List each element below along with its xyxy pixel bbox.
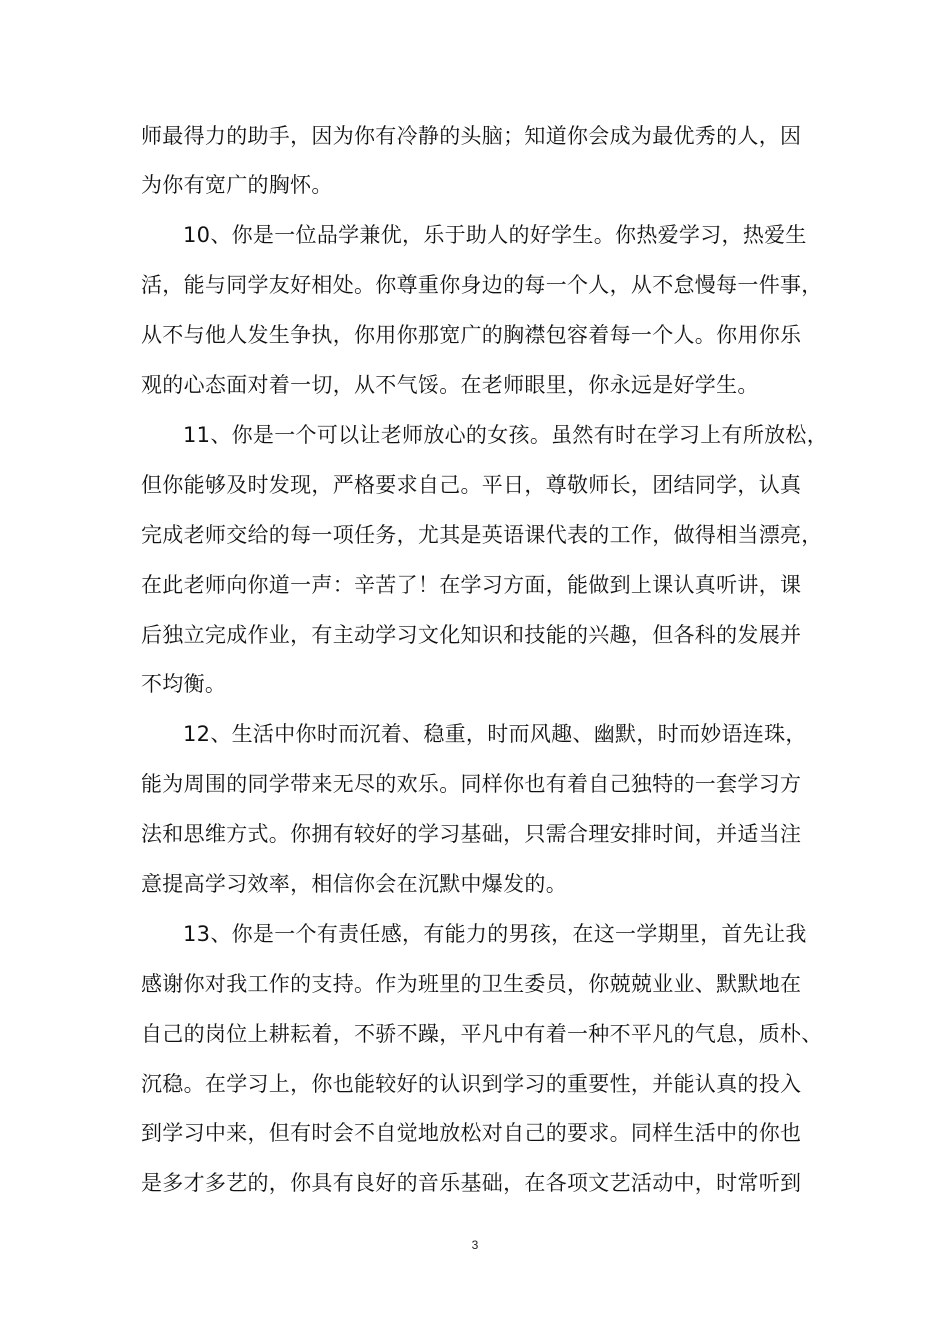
text-line: 意提高学习效率，相信你会在沉默中爆发的。: [141, 872, 567, 896]
text-line: 但你能够及时发现，严格要求自己。平日，尊敬师长，团结同学，认真: [141, 473, 802, 497]
page-number: 3: [471, 1238, 479, 1252]
text-line: 观的心态面对着一切，从不气馁。在老师眼里，你永远是好学生。: [141, 373, 759, 397]
text-line: 自己的岗位上耕耘着，不骄不躁，平凡中有着一种不平凡的气息，质朴、: [141, 1022, 823, 1046]
text-line: 能为周围的同学带来无尽的欢乐。同样你也有着自己独特的一套学习方: [141, 772, 802, 796]
text-line: 为你有宽广的胸怀。: [141, 173, 333, 197]
text-line: 在此老师向你道一声：辛苦了！在学习方面，能做到上课认真听讲，课: [141, 573, 802, 597]
paragraph-11-start: 11、你是一个可以让老师放心的女孩。虽然有时在学习上有所放松，: [183, 423, 829, 447]
text-line: 活，能与同学友好相处。你尊重你身边的每一个人，从不怠慢每一件事，: [141, 273, 823, 297]
text-line: 从不与他人发生争执，你用你那宽广的胸襟包容着每一个人。你用你乐: [141, 323, 802, 347]
text-line: 师最得力的助手，因为你有冷静的头脑；知道你会成为最优秀的人，因: [141, 124, 802, 148]
text-line: 后独立完成作业，有主动学习文化知识和技能的兴趣，但各科的发展并: [141, 623, 802, 647]
text-line: 不均衡。: [141, 672, 227, 696]
paragraph-12-start: 12、生活中你时而沉着、稳重，时而风趣、幽默，时而妙语连珠，: [183, 722, 807, 746]
text-line: 沉稳。在学习上，你也能较好的认识到学习的重要性，并能认真的投入: [141, 1072, 802, 1096]
text-line: 是多才多艺的，你具有良好的音乐基础，在各项文艺活动中，时常听到: [141, 1171, 802, 1195]
text-line: 感谢你对我工作的支持。作为班里的卫生委员，你兢兢业业、默默地在: [141, 972, 802, 996]
paragraph-13-start: 13、你是一个有责任感，有能力的男孩，在这一学期里，首先让我: [183, 922, 807, 946]
text-line: 法和思维方式。你拥有较好的学习基础，只需合理安排时间，并适当注: [141, 822, 802, 846]
text-line: 完成老师交给的每一项任务，尤其是英语课代表的工作，做得相当漂亮，: [141, 523, 823, 547]
paragraph-10-start: 10、你是一位品学兼优，乐于助人的好学生。你热爱学习，热爱生: [183, 223, 807, 247]
text-line: 到学习中来，但有时会不自觉地放松对自己的要求。同样生活中的你也: [141, 1121, 802, 1145]
